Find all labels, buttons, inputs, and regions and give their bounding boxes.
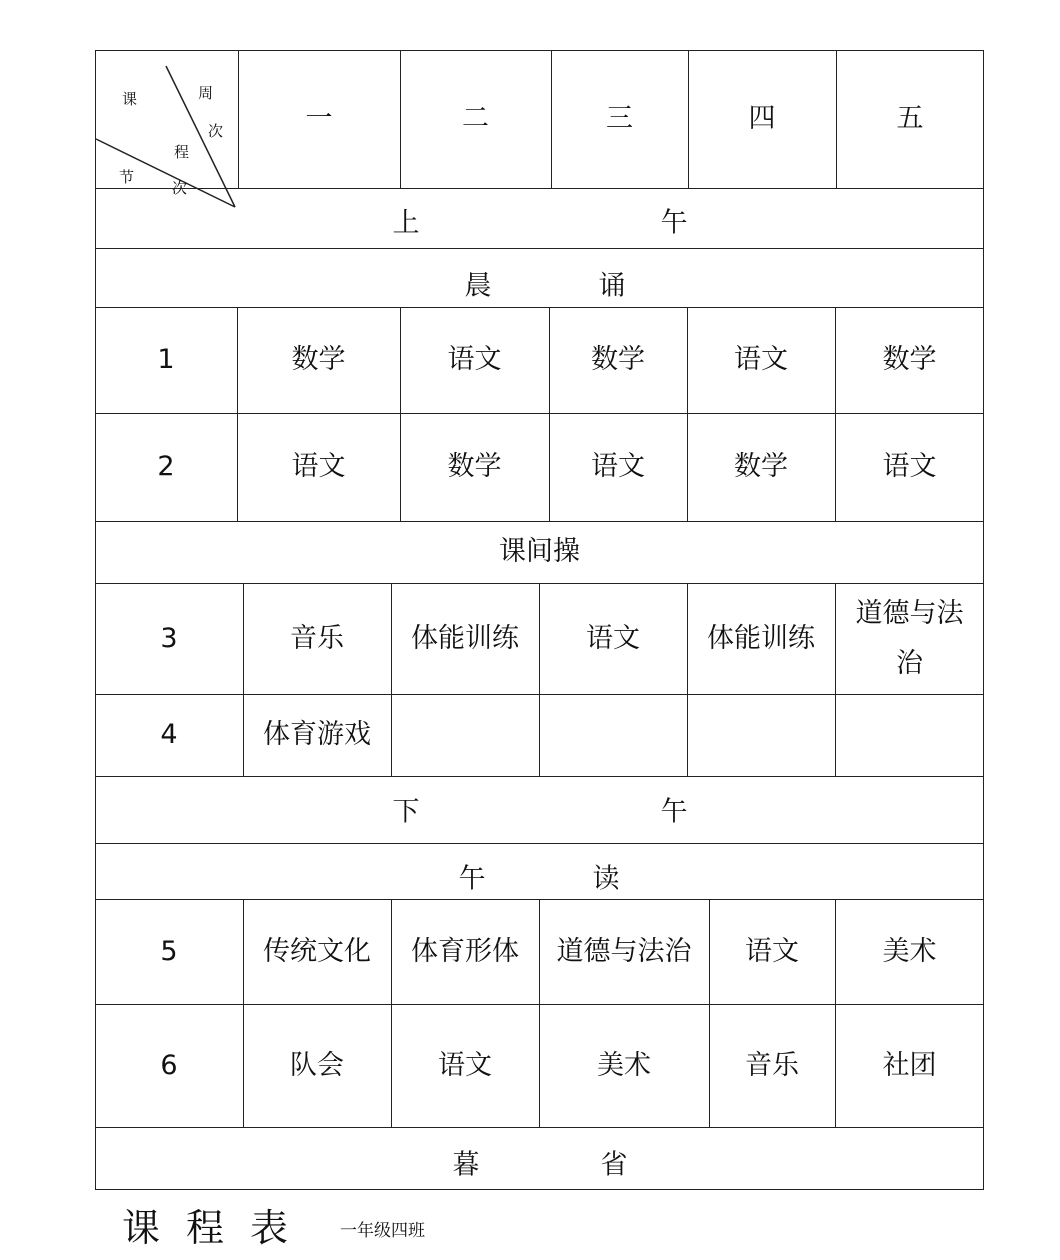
band-afternoon-char: 下: [392, 796, 420, 828]
band-afternoon-char: 午: [660, 796, 688, 828]
period-number: 6: [160, 1049, 178, 1081]
band-exercise: 课间操: [499, 536, 580, 568]
band-evening-char: 省: [600, 1149, 628, 1181]
course-cell: 语文: [447, 344, 502, 376]
course-cell-empty: [391, 694, 539, 776]
day-header: 二: [462, 103, 489, 135]
day-header: 四: [748, 103, 776, 135]
course-cell: 队会: [290, 1049, 344, 1081]
course-cell: 体育游戏: [263, 719, 371, 751]
course-cell: 美术: [882, 935, 937, 967]
corner-label-ke: 课: [122, 90, 138, 108]
course-cell: 传统文化: [263, 935, 371, 967]
course-cell: 语文: [734, 344, 788, 376]
corner-label-zhou: 周: [198, 84, 214, 102]
course-cell: 美术: [597, 1049, 651, 1081]
course-cell: 语文: [882, 451, 937, 483]
period-number: 5: [160, 935, 178, 967]
band-noon-read-char: 读: [592, 863, 620, 895]
course-cell: 音乐: [745, 1049, 799, 1081]
band-evening-char: 暮: [452, 1149, 480, 1181]
period-number: 4: [160, 719, 178, 751]
day-header: 一: [305, 103, 333, 135]
course-cell: 道德与法治: [556, 935, 692, 967]
corner-label-ci-top: 次: [208, 122, 224, 140]
course-cell-empty: [687, 694, 835, 776]
course-cell: 语文: [591, 451, 645, 483]
course-cell: 语文: [745, 935, 799, 967]
rule: [95, 1127, 984, 1128]
rule: [95, 776, 984, 777]
day-header: 三: [606, 103, 633, 135]
course-cell: 数学: [882, 344, 937, 376]
course-cell-empty: [539, 694, 687, 776]
corner-label-jie: 节: [119, 168, 135, 186]
course-cell: 体能训练: [411, 622, 519, 654]
period-number: 1: [157, 344, 175, 376]
course-cell: 体能训练: [707, 622, 815, 654]
class-subtitle: 一年级四班: [340, 1221, 425, 1241]
band-morning-read-char: 晨: [464, 270, 492, 302]
course-cell: 数学: [447, 451, 502, 483]
band-morning-read-char: 诵: [598, 270, 626, 302]
corner-label-ci-bottom: 次: [172, 179, 188, 197]
band-morning-char: 午: [660, 207, 688, 239]
course-cell-empty: [835, 694, 984, 776]
course-cell: 音乐: [290, 622, 344, 654]
corner-label-cheng: 程: [174, 143, 190, 161]
course-cell: 数学: [734, 451, 788, 483]
rule: [95, 843, 984, 844]
page-title: 课程表: [122, 1206, 315, 1250]
rule-bottom: [95, 1189, 984, 1190]
course-cell: 语文: [438, 1049, 492, 1081]
course-cell: 社团: [882, 1049, 937, 1081]
period-number: 2: [157, 451, 175, 483]
course-cell: 数学: [591, 344, 645, 376]
band-morning-char: 上: [392, 207, 420, 239]
course-cell: 语文: [586, 622, 640, 654]
course-cell: 道德与法治: [855, 597, 964, 679]
period-number: 3: [160, 622, 178, 654]
course-cell: 语文: [291, 451, 346, 483]
band-noon-read-char: 午: [458, 863, 486, 895]
day-header: 五: [896, 103, 924, 135]
course-cell: 体育形体: [411, 935, 519, 967]
course-cell: 数学: [291, 344, 346, 376]
